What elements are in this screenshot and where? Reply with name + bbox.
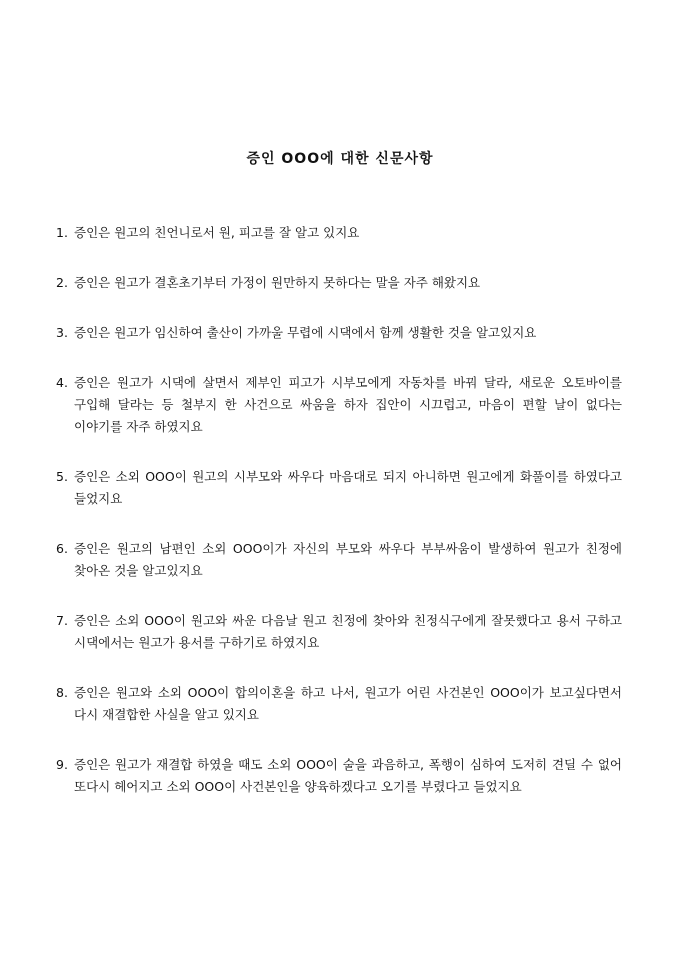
question-number: 7.	[56, 613, 68, 628]
question-number: 5.	[56, 469, 68, 484]
question-text: 증인은 원고가 시댁에 살면서 제부인 피고가 시부모에게 자동차를 바꿔 달라, 새로운 오토바이를 구입해 달라는 등 철부지 한 사건으로 싸움을 하자 집안이 시끄럽고, 마음이 편할 날이 없다는 이야기를 자주 하였지요	[74, 375, 622, 434]
question-number: 6.	[56, 541, 68, 556]
question-text: 증인은 원고가 재결합 하였을 때도 소외 OOO이 술을 과음하고, 폭행이 심하여 도저히 견딜 수 없어 또다시 헤어지고 소외 OOO이 사건본인을 양육하겠다고 오기를 부렸다고 들었지요	[74, 757, 622, 794]
question-item-7	[56, 610, 622, 654]
question-number: 4.	[56, 375, 68, 390]
question-item-1	[56, 222, 622, 244]
question-number: 8.	[56, 685, 68, 700]
question-item-5	[56, 466, 622, 510]
question-text: 증인은 원고가 결혼초기부터 가정이 원만하지 못하다는 말을 자주 해왔지요	[74, 275, 481, 290]
question-number: 2.	[56, 275, 68, 290]
question-text: 증인은 소외 OOO이 원고의 시부모와 싸우다 마음대로 되지 아니하면 원고에게 화풀이를 하였다고 들었지요	[74, 469, 622, 506]
question-item-8	[56, 682, 622, 726]
question-item-2	[56, 272, 622, 294]
question-item-4	[56, 372, 622, 438]
question-text: 증인은 소외 OOO이 원고와 싸운 다음날 원고 친정에 찾아와 친정식구에게 잘못했다고 용서 구하고 시댁에서는 원고가 용서를 구하기로 하였지요	[74, 613, 622, 650]
question-number: 3.	[56, 325, 68, 340]
question-text: 증인은 원고와 소외 OOO이 합의이혼을 하고 나서, 원고가 어린 사건본인 OOO이가 보고싶다면서 다시 재결합한 사실을 알고 있지요	[74, 685, 622, 722]
question-item-9	[56, 754, 622, 798]
question-item-6	[56, 538, 622, 582]
question-text: 증인은 원고의 남편인 소외 OOO이가 자신의 부모와 싸우다 부부싸움이 발생하여 원고가 친정에 찾아온 것을 알고있지요	[74, 541, 622, 578]
question-text: 증인은 원고가 임신하여 출산이 가까울 무렵에 시댁에서 함께 생활한 것을 알고있지요	[74, 325, 537, 340]
document-title: 증인 OOO에 대한 신문사항	[246, 151, 434, 167]
question-item-3	[56, 322, 622, 344]
question-number: 9.	[56, 757, 68, 772]
question-text: 증인은 원고의 친언니로서 원, 피고를 잘 알고 있지요	[74, 225, 360, 240]
question-list	[56, 222, 622, 826]
question-number: 1.	[56, 225, 68, 240]
